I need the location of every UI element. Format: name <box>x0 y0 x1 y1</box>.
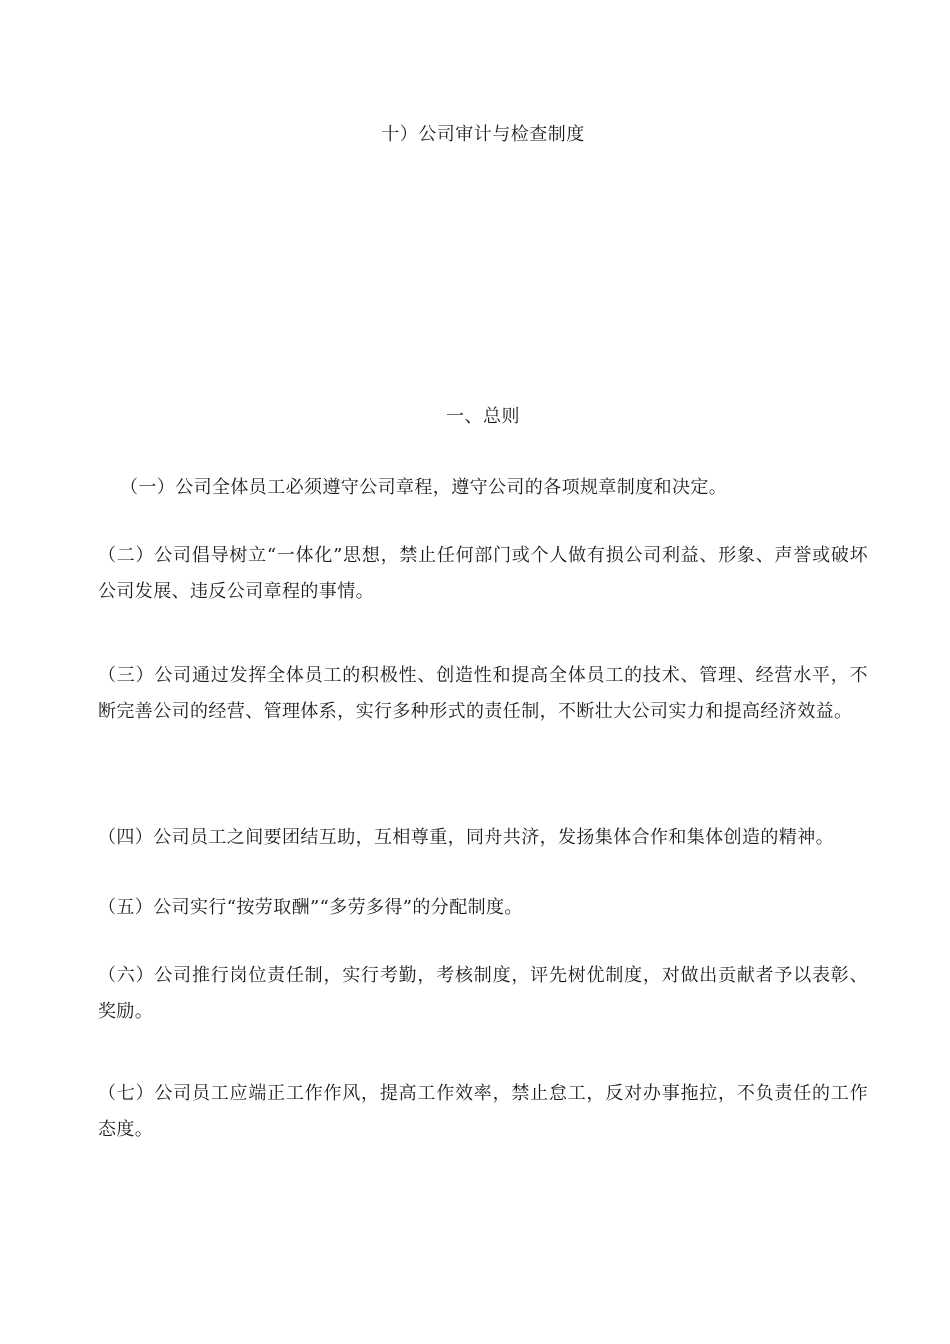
paragraph-5: （五）公司实行“按劳取酬”“多劳多得”的分配制度。 <box>98 897 523 918</box>
paragraph-4: （四）公司员工之间要团结互助，互相尊重，同舟共济，发扬集体合作和集体创造的精神。 <box>98 827 834 848</box>
paragraph-7: （七）公司员工应端正工作作风，提高工作效率，禁止怠工，反对办事拖拉，不负责任的工作态度。 <box>98 1083 868 1140</box>
paragraph-3: （三）公司通过发挥全体员工的积极性、创造性和提高全体员工的技术、管理、经营水平，不断完善公司的经营、管理体系，实行多种形式的责任制，不断壮大公司实力和提高经济效益。 <box>98 665 868 722</box>
paragraph-6: （六）公司推行岗位责任制，实行考勤，考核制度，评先树优制度，对做出贡献者予以表彰、奖励。 <box>98 965 868 1022</box>
paragraph-2: （二）公司倡导树立“一体化”思想，禁止任何部门或个人做有损公司利益、形象、声誉或破坏公司发展、违反公司章程的事情。 <box>98 545 868 602</box>
section-heading: 一、总则 <box>446 406 520 427</box>
paragraph-1: （一）公司全体员工必须遵守公司章程，遵守公司的各项规章制度和决定。 <box>120 477 728 498</box>
document-title: 十）公司审计与检查制度 <box>381 124 585 145</box>
